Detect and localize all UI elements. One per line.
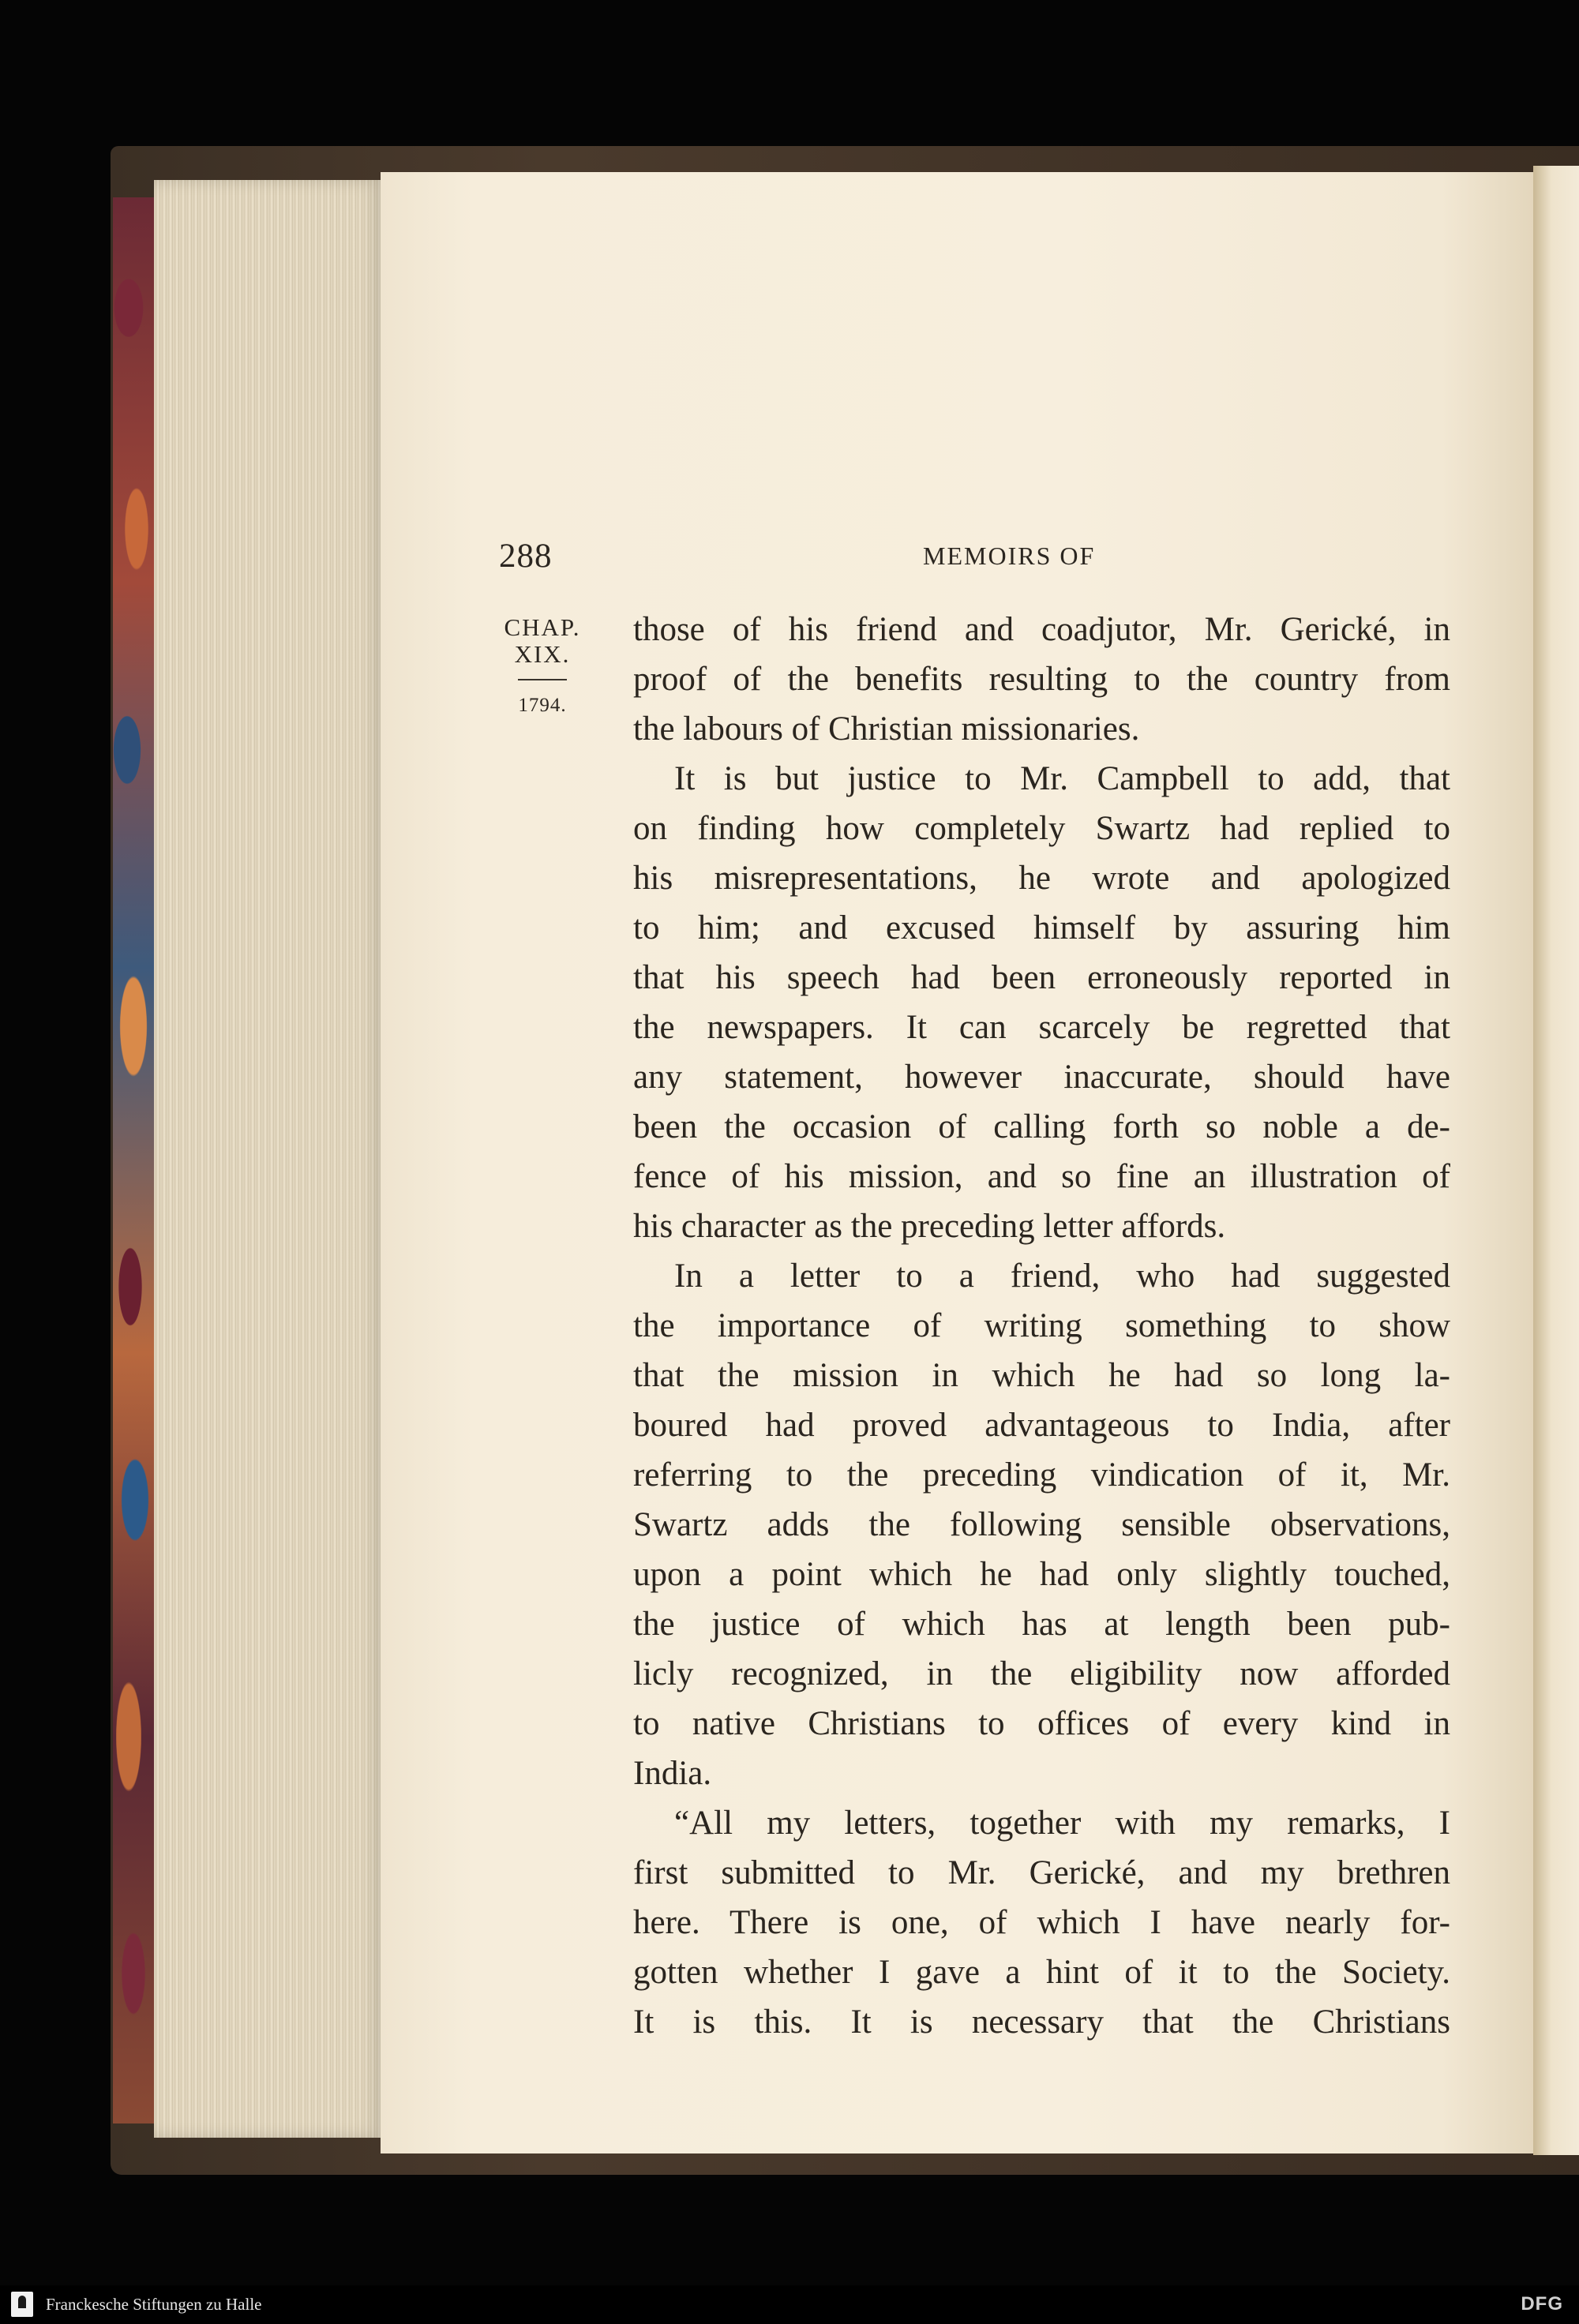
text-line: Swartz adds the following sensible observations,	[633, 1506, 1450, 1543]
institution-logo-icon	[11, 2292, 33, 2317]
institution-name: Franckesche Stiftungen zu Halle	[46, 2295, 262, 2314]
text-line: India.	[633, 1755, 712, 1792]
margin-note	[499, 614, 586, 717]
text-line: that the mission in which he had so long la-	[633, 1357, 1450, 1394]
text-line: first submitted to Mr. Gerické, and my brethren	[633, 1854, 1450, 1891]
margin-year: 1794.	[518, 695, 567, 716]
running-head: MEMOIRS OF	[923, 542, 1096, 570]
text-line: to native Christians to offices of every kind in	[633, 1705, 1450, 1742]
text-line: “All my letters, together with my remarks, I	[674, 1805, 1450, 1842]
facing-page-edge	[1533, 166, 1579, 2155]
text-line: In a letter to a friend, who had suggested	[674, 1258, 1450, 1295]
text-line: boured had proved advantageous to India, after	[633, 1407, 1450, 1444]
text-line: on finding how completely Swartz had replied to	[633, 810, 1450, 847]
body-text	[633, 605, 1450, 2047]
page-header	[381, 537, 1533, 584]
marbled-endpaper	[113, 197, 154, 2123]
text-line: those of his friend and coadjutor, Mr. Gerické, in	[633, 611, 1450, 648]
text-line: the newspapers. It can scarcely be regretted that	[633, 1009, 1450, 1046]
viewer-footer	[0, 2285, 1579, 2324]
text-line: to him; and excused himself by assuring him	[633, 909, 1450, 946]
text-line: proof of the benefits resulting to the country from	[633, 661, 1450, 698]
margin-chap-label: CHAP.	[504, 613, 581, 641]
text-line: any statement, however inaccurate, should have	[633, 1059, 1450, 1096]
text-line: fence of his mission, and so fine an illustration of	[633, 1158, 1450, 1195]
text-line: his character as the preceding letter affords.	[633, 1208, 1226, 1245]
text-line: gotten whether I gave a hint of it to the Society.	[633, 1954, 1450, 1991]
dfg-badge: DFG	[1521, 2293, 1563, 2315]
text-line: the importance of writing something to show	[633, 1307, 1450, 1344]
text-line: It is this. It is necessary that the Christians	[633, 2004, 1450, 2041]
text-line: here. There is one, of which I have nearly for-	[633, 1904, 1450, 1941]
page-block-edges	[154, 180, 383, 2138]
book-page	[381, 172, 1533, 2153]
text-line: upon a point which he had only slightly touched,	[633, 1556, 1450, 1593]
text-line: It is but justice to Mr. Campbell to add, that	[674, 760, 1450, 797]
margin-divider	[518, 679, 567, 680]
text-line: his misrepresentations, he wrote and apologized	[633, 860, 1450, 897]
text-line: licly recognized, in the eligibility now afforded	[633, 1655, 1450, 1692]
margin-chap-number: XIX.	[514, 640, 571, 668]
text-line: the justice of which has at length been pub-	[633, 1606, 1450, 1643]
page-number: 288	[499, 538, 553, 575]
text-line: the labours of Christian missionaries.	[633, 710, 1140, 748]
text-line: been the occasion of calling forth so noble a de-	[633, 1108, 1450, 1145]
text-line: referring to the preceding vindication of it, Mr.	[633, 1456, 1450, 1494]
text-line: that his speech had been erroneously reported in	[633, 959, 1450, 996]
